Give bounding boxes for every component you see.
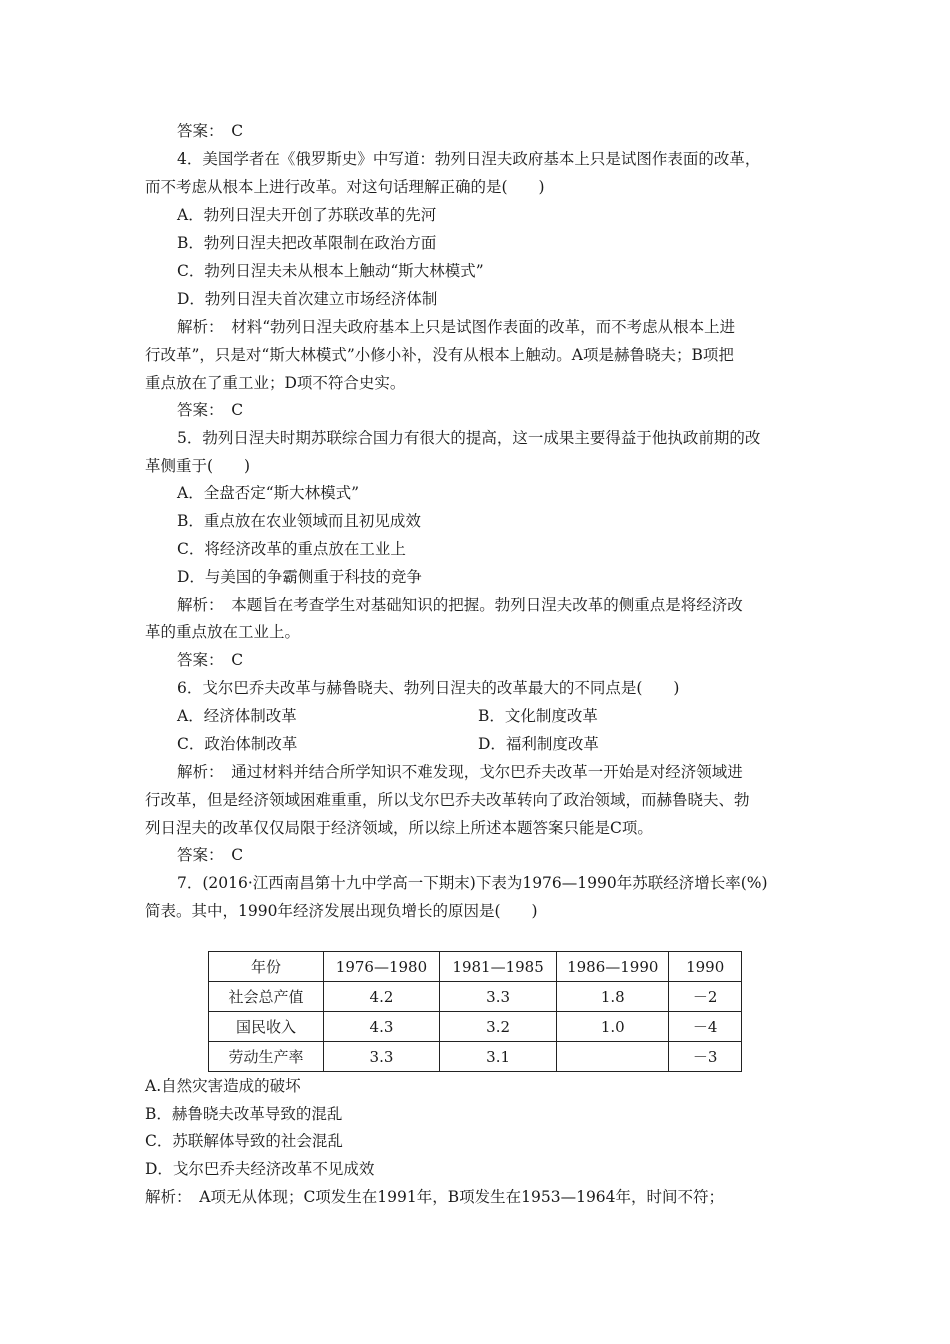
- table-header-row: [209, 952, 742, 982]
- table-cell: 4.3: [323, 1012, 439, 1042]
- q7-option-c: C．苏联解体导致的社会混乱: [145, 1132, 343, 1150]
- table-row: [209, 982, 742, 1012]
- question-5-line-2: 革侧重于( ): [145, 457, 251, 475]
- answer-4: 答案： C: [177, 401, 244, 419]
- table-header-cell: 年份: [209, 952, 324, 982]
- q5-option-d: D．与美国的争霸侧重于科技的竞争: [177, 568, 422, 586]
- question-7-line-1: 7．(2016·江西南昌第十九中学高一下期末)下表为1976—1990年苏联经济增长率(%): [177, 874, 768, 892]
- table-cell: －3: [669, 1042, 742, 1072]
- answer-5: 答案： C: [177, 651, 244, 669]
- q4-analysis-line-2: 行改革”，只是对“斯大林模式”小修小补，没有从根本上触动。A项是赫鲁晓夫；B项把: [145, 346, 734, 364]
- question-5-line-1: 5．勃列日涅夫时期苏联综合国力有很大的提高，这一成果主要得益于他执政前期的改: [177, 429, 761, 447]
- q7-option-d: D．戈尔巴乔夫经济改革不见成效: [145, 1160, 375, 1178]
- q7-option-a: A.自然灾害造成的破坏: [145, 1077, 301, 1095]
- q5-option-a: A．全盘否定“斯大林模式”: [177, 484, 360, 502]
- table-cell: 1.8: [557, 982, 669, 1012]
- table-cell: －2: [669, 982, 742, 1012]
- q5-analysis-line-1: 解析： 本题旨在考查学生对基础知识的把握。勃列日涅夫改革的侧重点是将经济改: [177, 596, 743, 614]
- question-4-line-1: 4．美国学者在《俄罗斯史》中写道：勃列日涅夫政府基本上只是试图作表面的改革，: [177, 150, 761, 168]
- table-row: [209, 1042, 742, 1072]
- q4-option-d: D．勃列日涅夫首次建立市场经济体制: [177, 290, 438, 308]
- q6-option-a: A．经济体制改革: [177, 707, 297, 725]
- question-7-line-2: 简表。其中，1990年经济发展出现负增长的原因是( ): [145, 902, 538, 920]
- table-header-cell: 1981—1985: [440, 952, 557, 982]
- table-row-label: 劳动生产率: [209, 1042, 324, 1072]
- economic-growth-table: [208, 951, 742, 1072]
- table-header-cell: 1990: [669, 952, 742, 982]
- q5-analysis-line-2: 革的重点放在工业上。: [145, 623, 301, 641]
- table-cell: 3.3: [323, 1042, 439, 1072]
- q7-analysis-line-1: 解析： A项无从体现；C项发生在1991年，B项发生在1953—1964年，时间不符；: [145, 1188, 725, 1206]
- q4-analysis-line-1: 解析： 材料“勃列日涅夫政府基本上只是试图作表面的改革，而不考虑从根本上进: [177, 318, 736, 336]
- q6-option-b: B．文化制度改革: [478, 707, 598, 725]
- q5-option-c: C．将经济改革的重点放在工业上: [177, 540, 406, 558]
- table-cell: －4: [669, 1012, 742, 1042]
- q4-option-c: C．勃列日涅夫未从根本上触动“斯大林模式”: [177, 262, 484, 280]
- q6-analysis-line-3: 列日涅夫的改革仅仅局限于经济领域，所以综上所述本题答案只能是C项。: [145, 819, 653, 837]
- question-4-line-2: 而不考虑从根本上进行改革。对这句话理解正确的是( ): [145, 178, 545, 196]
- q6-option-d: D．福利制度改革: [478, 735, 599, 753]
- q6-analysis-line-1: 解析： 通过材料并结合所学知识不难发现，戈尔巴乔夫改革一开始是对经济领域进: [177, 763, 743, 781]
- table-header-cell: 1976—1980: [323, 952, 439, 982]
- q4-analysis-line-3: 重点放在了重工业；D项不符合史实。: [145, 374, 406, 392]
- table-cell: 3.2: [440, 1012, 557, 1042]
- table-row-label: 社会总产值: [209, 982, 324, 1012]
- table-header-cell: 1986—1990: [557, 952, 669, 982]
- q7-option-b: B．赫鲁晓夫改革导致的混乱: [145, 1105, 343, 1123]
- table-cell: 3.3: [440, 982, 557, 1012]
- q4-option-b: B．勃列日涅夫把改革限制在政治方面: [177, 234, 437, 252]
- q5-option-b: B．重点放在农业领域而且初见成效: [177, 512, 421, 530]
- table-cell: 4.2: [323, 982, 439, 1012]
- q6-option-c: C．政治体制改革: [177, 735, 298, 753]
- q6-analysis-line-2: 行改革，但是经济领域困难重重，所以戈尔巴乔夫改革转向了政治领域，而赫鲁晓夫、勃: [145, 791, 750, 809]
- table-row-label: 国民收入: [209, 1012, 324, 1042]
- answer-3: 答案： C: [177, 122, 244, 140]
- answer-6: 答案： C: [177, 846, 244, 864]
- question-6: 6．戈尔巴乔夫改革与赫鲁晓夫、勃列日涅夫的改革最大的不同点是( ): [177, 679, 680, 697]
- table-cell: [557, 1042, 669, 1072]
- table-cell: 3.1: [440, 1042, 557, 1072]
- table-cell: 1.0: [557, 1012, 669, 1042]
- table-row: [209, 1012, 742, 1042]
- q4-option-a: A．勃列日涅夫开创了苏联改革的先河: [177, 206, 437, 224]
